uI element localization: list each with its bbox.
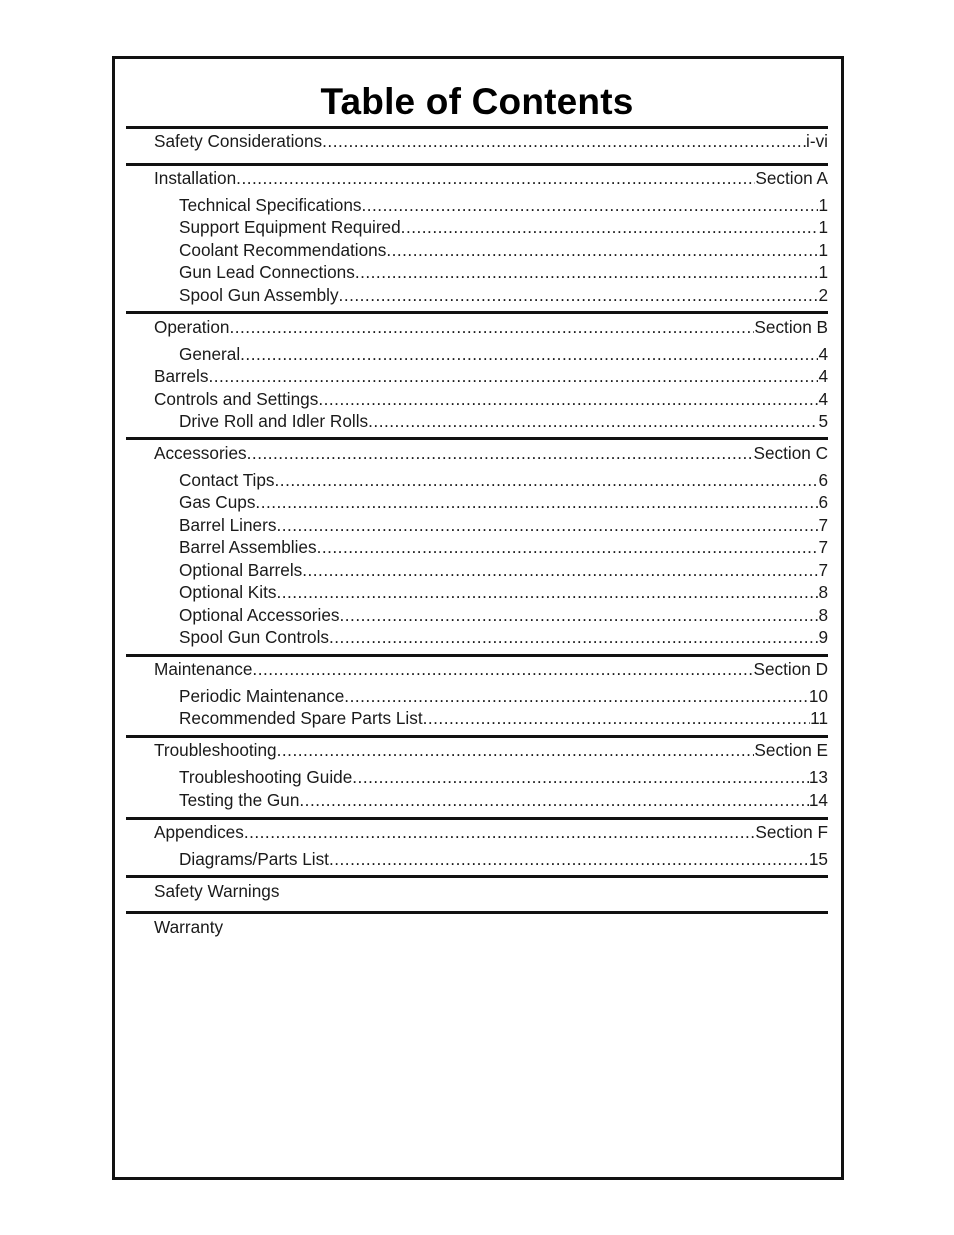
toc-entry-label: Spool Gun Controls <box>179 627 329 647</box>
dot-leader <box>368 410 818 432</box>
toc-entry-label: Diagrams/Parts List <box>179 849 329 869</box>
section-divider <box>126 437 828 440</box>
dot-leader <box>352 766 809 788</box>
section-divider <box>126 817 828 820</box>
dot-leader <box>329 848 809 870</box>
toc-entry-troubleshooting[interactable] <box>154 739 828 761</box>
toc-entry-support-equipment[interactable] <box>179 216 828 238</box>
toc-entry-controls-and-settings[interactable] <box>154 388 828 410</box>
toc-entry-installation[interactable] <box>154 167 828 189</box>
toc-entry-optional-barrels[interactable] <box>179 559 828 581</box>
toc-entry-label: Support Equipment Required <box>179 217 401 237</box>
page-title: Table of Contents <box>320 81 634 122</box>
dot-leader <box>229 316 754 338</box>
dot-leader <box>302 559 818 581</box>
toc-entry-label: Periodic Maintenance <box>179 686 345 706</box>
toc-entry-page: 4 <box>818 389 828 409</box>
toc-entry-page: 2 <box>818 285 828 305</box>
toc-entry-safety-considerations[interactable] <box>154 130 828 152</box>
dot-leader <box>255 491 818 513</box>
toc-entry-label: Technical Specifications <box>179 195 362 215</box>
toc-entry-maintenance[interactable] <box>154 658 828 680</box>
toc-entry-page: Section B <box>754 317 828 337</box>
dot-leader <box>252 658 753 680</box>
toc-entry-periodic-maintenance[interactable] <box>179 685 828 707</box>
toc-entry-barrels[interactable] <box>154 365 828 387</box>
dot-leader <box>317 536 819 558</box>
toc-entry-page: i-vi <box>806 131 828 151</box>
toc-entry-diagrams-parts-list[interactable] <box>179 848 828 870</box>
toc-entry-barrel-assemblies[interactable] <box>179 536 828 558</box>
toc-entry-label: Warranty <box>154 917 224 937</box>
dot-leader <box>344 685 809 707</box>
dot-leader <box>208 365 818 387</box>
dot-leader <box>236 167 755 189</box>
toc-entry-label: Troubleshooting Guide <box>179 767 353 787</box>
toc-entry-label: Optional Barrels <box>179 560 303 580</box>
dot-leader <box>401 216 819 238</box>
dot-leader <box>386 239 818 261</box>
toc-entry-page: 5 <box>818 411 828 431</box>
toc-entry-label: Spool Gun Assembly <box>179 285 339 305</box>
section-divider <box>126 735 828 738</box>
dot-leader <box>318 388 818 410</box>
toc-entry-page: Section D <box>753 659 828 679</box>
toc-entry-label: Barrels <box>154 366 209 386</box>
dot-leader <box>329 626 818 648</box>
toc-entry-page: Section E <box>754 740 828 760</box>
toc-entry-label: Installation <box>154 168 237 188</box>
toc-entry-page: 11 <box>810 708 828 728</box>
toc-entry-safety-warnings[interactable] <box>154 880 828 902</box>
toc-entry-page: 14 <box>808 790 828 810</box>
toc-entry-page: 7 <box>818 515 828 535</box>
toc-entry-accessories[interactable] <box>154 442 828 464</box>
dot-leader <box>276 514 818 536</box>
toc-entry-operation[interactable] <box>154 316 828 338</box>
dot-leader <box>340 604 819 626</box>
toc-entry-technical-specifications[interactable] <box>179 194 828 216</box>
toc-entry-page: 1 <box>818 262 828 282</box>
section-divider <box>126 163 828 166</box>
toc-entry-label: Maintenance <box>154 659 253 679</box>
dot-leader <box>276 581 818 603</box>
dot-leader <box>240 343 818 365</box>
toc-entry-spare-parts[interactable] <box>179 707 828 729</box>
toc-entry-label: Controls and Settings <box>154 389 319 409</box>
toc-entry-page: 4 <box>818 344 828 364</box>
toc-entry-page: 1 <box>818 217 828 237</box>
toc-entry-testing-the-gun[interactable] <box>179 789 828 811</box>
dot-leader <box>275 469 819 491</box>
toc-entry-label: Optional Accessories <box>179 605 340 625</box>
toc-entry-page: 4 <box>818 366 828 386</box>
toc-entry-page: Section F <box>755 822 828 842</box>
toc-entry-page: 8 <box>818 582 828 602</box>
toc-entry-coolant-recommendations[interactable] <box>179 239 828 261</box>
toc-entry-page: Section A <box>755 168 828 188</box>
toc-entry-label: Barrel Assemblies <box>179 537 317 557</box>
toc-entry-page: 13 <box>808 767 828 787</box>
dot-leader <box>322 130 806 152</box>
toc-entry-spool-gun-assembly[interactable] <box>179 284 828 306</box>
section-divider <box>126 126 828 129</box>
toc-entry-page: 6 <box>818 470 828 490</box>
toc-entry-label: General <box>179 344 241 364</box>
toc-entry-general[interactable] <box>179 343 828 365</box>
toc-entry-label: Accessories <box>154 443 247 463</box>
toc-entry-label: Appendices <box>154 822 244 842</box>
section-divider <box>126 911 828 914</box>
toc-entry-label: Contact Tips <box>179 470 275 490</box>
dot-leader <box>277 739 755 761</box>
toc-entry-optional-accessories[interactable] <box>179 604 828 626</box>
toc-entry-page: 10 <box>808 686 828 706</box>
toc-entry-label: Barrel Liners <box>179 515 277 535</box>
dot-leader <box>339 284 819 306</box>
toc-entry-label: Optional Kits <box>179 582 277 602</box>
section-divider <box>126 875 828 878</box>
dot-leader <box>423 707 811 729</box>
toc-entry-page: 15 <box>808 849 828 869</box>
dot-leader <box>247 442 754 464</box>
toc-entry-page: 7 <box>818 560 828 580</box>
toc-entry-label: Safety Warnings <box>154 881 280 901</box>
toc-entry-label: Troubleshooting <box>154 740 277 760</box>
toc-entry-label: Operation <box>154 317 230 337</box>
toc-entry-page: 8 <box>818 605 828 625</box>
section-divider <box>126 654 828 657</box>
toc-entry-gun-lead-connections[interactable] <box>179 261 828 283</box>
dot-leader <box>299 789 808 811</box>
toc-entry-page: 1 <box>818 195 828 215</box>
toc-entry-label: Drive Roll and Idler Rolls <box>179 411 369 431</box>
toc-entry-drive-roll[interactable] <box>179 410 828 432</box>
toc-entry-label: Recommended Spare Parts List <box>179 708 423 728</box>
dot-leader <box>355 261 819 283</box>
dot-leader <box>361 194 818 216</box>
toc-entry-troubleshooting-guide[interactable] <box>179 766 828 788</box>
toc-entry-barrel-liners[interactable] <box>179 514 828 536</box>
toc-entry-spool-gun-controls[interactable] <box>179 626 828 648</box>
toc-entry-page: 1 <box>818 240 828 260</box>
toc-entry-label: Safety Considerations <box>154 131 323 151</box>
toc-entry-optional-kits[interactable] <box>179 581 828 603</box>
toc-entry-label: Testing the Gun <box>179 790 300 810</box>
toc-entry-gas-cups[interactable] <box>179 491 828 513</box>
toc-entry-label: Gun Lead Connections <box>179 262 355 282</box>
toc-entry-contact-tips[interactable] <box>179 469 828 491</box>
toc-entry-appendices[interactable] <box>154 821 828 843</box>
dot-leader <box>244 821 756 843</box>
toc-entry-warranty[interactable] <box>154 916 828 938</box>
toc-entry-page: 7 <box>818 537 828 557</box>
toc-entry-page: 6 <box>818 492 828 512</box>
section-divider <box>126 311 828 314</box>
toc-entry-page: 9 <box>818 627 828 647</box>
toc-entry-page: Section C <box>753 443 828 463</box>
toc-entry-label: Gas Cups <box>179 492 256 512</box>
toc-entry-label: Coolant Recommendations <box>179 240 387 260</box>
